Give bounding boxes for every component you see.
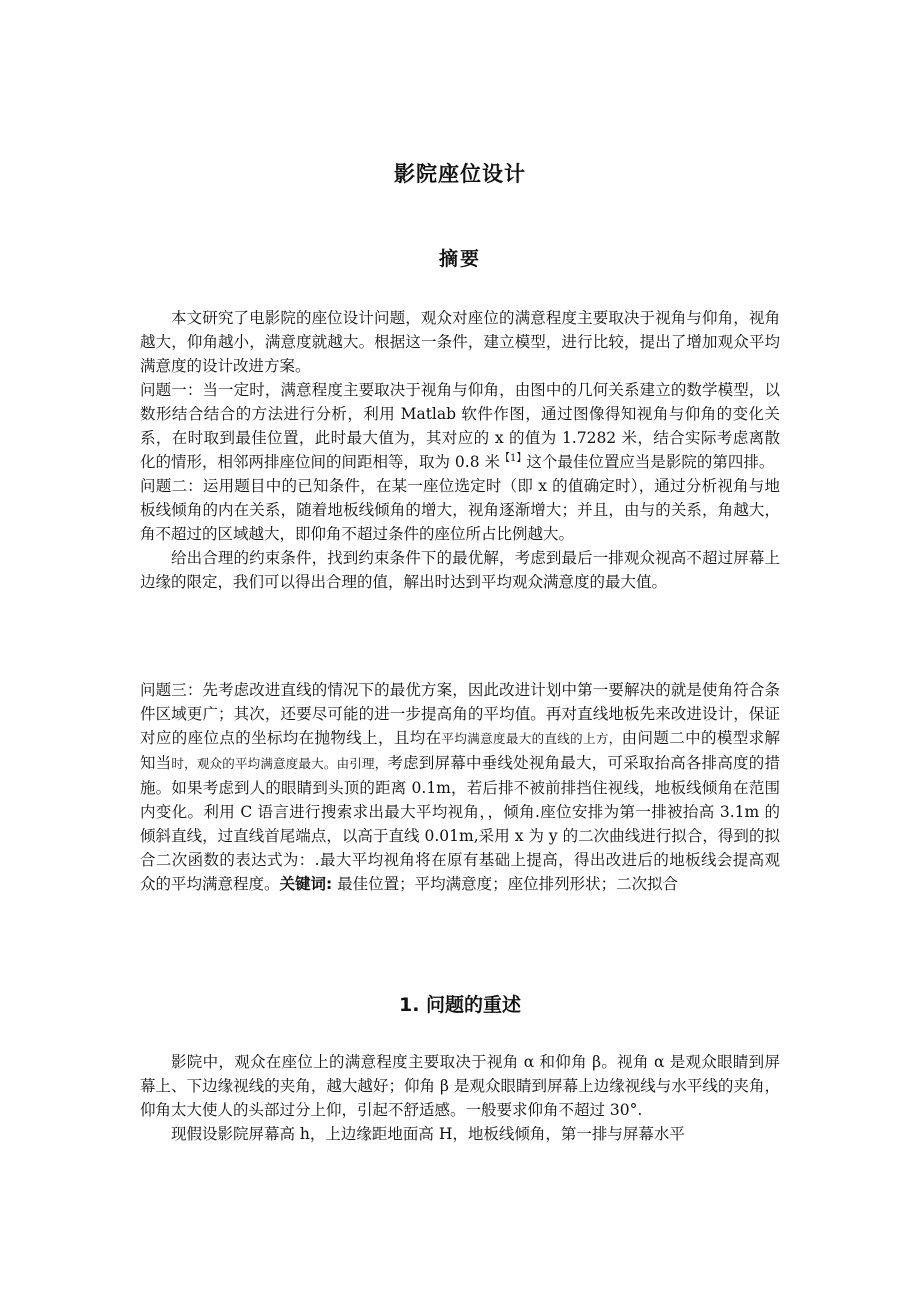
section-1-paragraph-2: 现假设影院屏幕高 h，上边缘距地面高 H，地板线倾角，第一排与屏幕水平	[171, 1125, 685, 1143]
section-1-body	[140, 1050, 780, 1146]
problem3-small-1: 平均满意度最大的直线的上方，	[441, 731, 622, 746]
abstract-body	[140, 306, 780, 594]
abstract-paragraph-1: 本文研究了电影院的座位设计问题，观众对座位的满意程度主要取决于视角与仰角，视角越大，仰角越小，满意度就越大。根据这一条件，建立模型，进行比较，提出了增加观众平均满意度的设计改进方案。	[140, 309, 780, 375]
abstract-paragraph-2	[140, 378, 780, 474]
problem3-small-2: 时，观众的平均满意度最大。由引理，	[171, 756, 388, 771]
keywords-label: 关键词:	[279, 875, 333, 893]
problem1-tail: 这个最佳位置应当是影院的第四排。	[526, 453, 775, 471]
citation-ref: 【1】	[500, 452, 527, 464]
keywords-list: 最佳位置；平均满意度；座位排列形状；二次拟合	[337, 875, 679, 893]
paper-title: 影院座位设计	[394, 162, 526, 186]
section-1-heading: 1. 问题的重述	[398, 994, 522, 1016]
section-1-paragraph-1: 影院中，观众在座位上的满意程度主要取决于视角 α 和仰角 β。视角 α 是观众眼睛到屏幕上、下边缘视线的夹角，越大越好；仰角 β 是观众眼睛到屏幕上边缘视线与水平线的夹角，仰角太大使人的头部过分上仰，引起不舒适感。一般要求仰角不超过 30°.	[140, 1053, 780, 1119]
problem1-text: 问题一：当一定时，满意程度主要取决于视角与仰角，由图中的几何关系建立的数学模型，以数形结合结合的方法进行分析，利用 Matlab 软件作图，通过图像得知视角与仰角的变化关系，在时取到最佳位置，此时最大值为，其对应的 x 的值为 1.7282 米，结合实际考虑离散化的情形，相邻两排座位间的间距相等，取为 0.8 米	[140, 381, 780, 471]
problem3-text-a: 问题三：先考虑改进直线的情况下的最优方案，因此改进计划中第一要解决的就是使角符合条件区域更广；其次，还要尽可能的进一步提高角的平均值。再对直线地板先来改进设计，保证对应的座位点的坐标均在抛物线上，且均在	[140, 681, 780, 747]
abstract-paragraph-5	[140, 678, 780, 896]
abstract-paragraph-3: 问题二：运用题目中的已知条件，在某一座位选定时（即 x 的值确定时），通过分析视角与地板线倾角的内在关系，随着地板线倾角的增大，视角逐渐增大；并且，由与的关系，角越大，角不超过的区域越大，即仰角不超过条件的座位所占比例越大。	[140, 477, 780, 543]
abstract-body-2	[140, 678, 780, 896]
problem3-text-b: 由问题二中的模型求解知当	[140, 729, 780, 772]
problem3-text-c: 考虑到屏幕中垂线处视角最大，可采取抬高各排高度的措施。如果考虑到人的眼睛到头顶的距离 0.1m，若后排不被前排挡住视线，地板线倾角在范围内变化。利用 C 语言进行搜索求出最大平均视角，，倾角.座位安排为第一排被抬高 3.1m 的倾斜直线，过直线首尾端点，以高于直线 0.01m,采用 x 为 y 的二次曲线进行拟合，得到的拟合二次函数的表达式为：.最大平均视角将在原有基础上提高，得出改进后的地板线会提高观众的平均满意程度。	[140, 754, 780, 893]
abstract-heading: 摘要	[438, 248, 481, 270]
abstract-paragraph-4: 给出合理的约束条件，找到约束条件下的最优解，考虑到最后一排观众视高不超过屏幕上边缘的限定，我们可以得出合理的值，解出时达到平均观众满意度的最大值。	[140, 549, 780, 591]
